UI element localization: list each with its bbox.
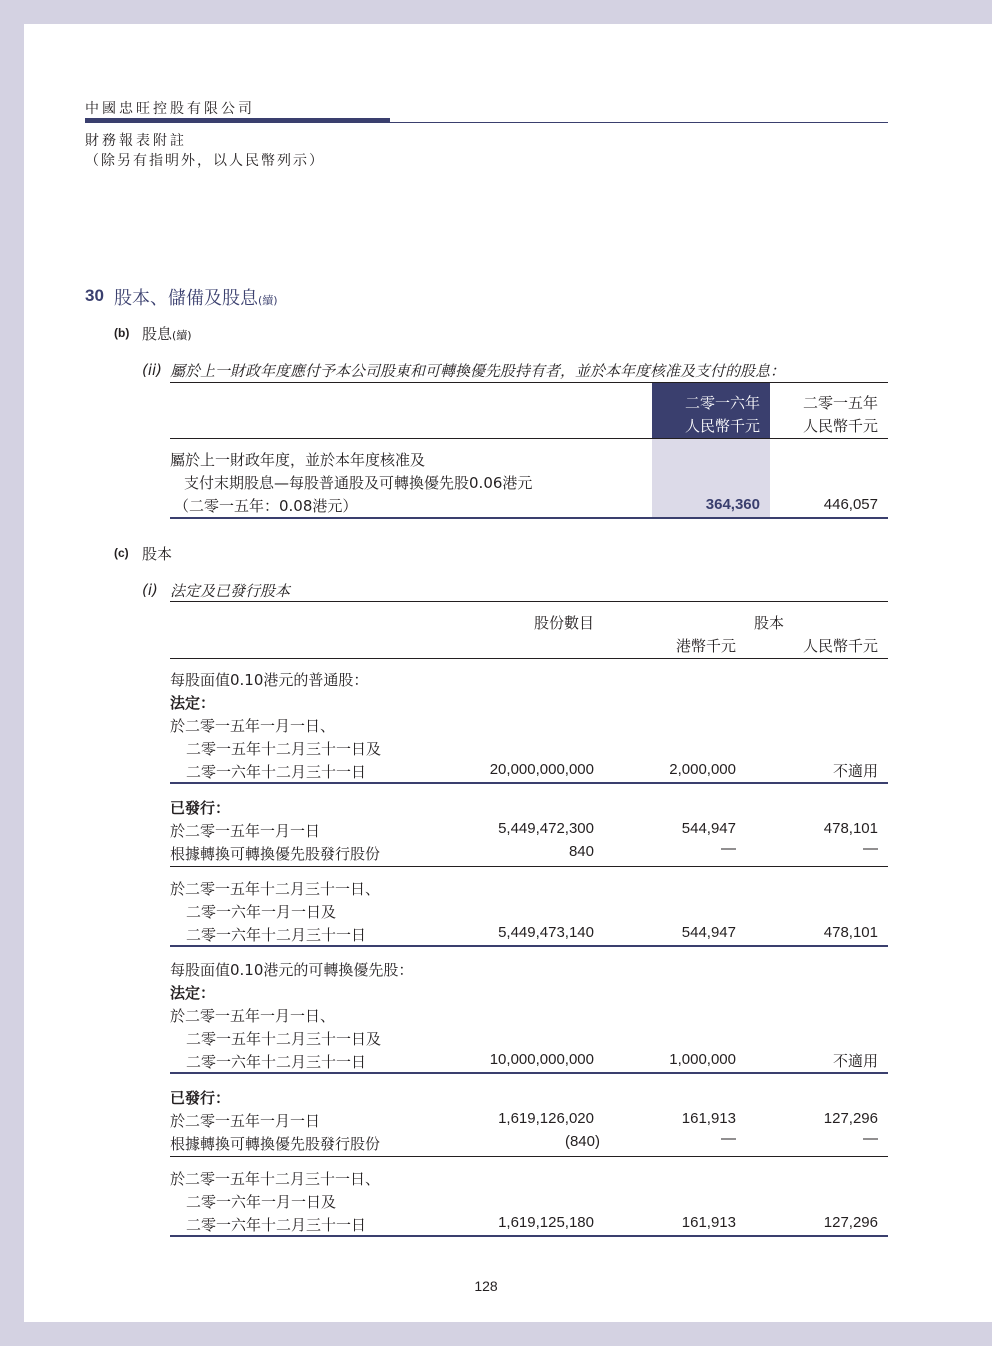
ordinary-jan-rmb: 478,101 <box>823 820 878 837</box>
preference-end-shares: 1,619,125,180 <box>498 1214 594 1231</box>
dividend-row-line1: 屬於上一財政年度，並於本年度核准及 <box>170 451 426 469</box>
preference-conv-rmb: — <box>863 1130 878 1147</box>
dividend-row-line2: 支付末期股息—每股普通股及可轉換優先股0.06港元 <box>184 474 533 492</box>
ordinary-end-line3: 二零一六年十二月三十一日 <box>186 926 367 944</box>
ordinary-auth-shares: 20,000,000,000 <box>489 761 594 778</box>
preference-jan-label: 於二零一五年一月一日 <box>170 1112 321 1130</box>
header-rule-thin <box>390 122 888 123</box>
doc-title: 財務報表附註 <box>85 133 187 149</box>
company-name: 中國忠旺控股有限公司 <box>85 101 255 117</box>
section-cont: (續) <box>258 294 278 307</box>
col-2015-year: 二零一五年 <box>802 394 878 412</box>
ordinary-end-hkd: 544,947 <box>681 924 736 941</box>
item-ii-label: (ii) <box>142 361 163 379</box>
ordinary-issued: 已發行： <box>170 799 231 817</box>
sub-b-heading <box>142 323 192 344</box>
ordinary-auth-line3: 二零一六年十二月三十一日 <box>186 763 367 781</box>
preference-conv-rule <box>170 1156 888 1157</box>
sub-b-title: 股息 <box>142 325 173 343</box>
table-b-header-rule <box>170 438 888 439</box>
ordinary-end-shares: 5,449,473,140 <box>498 924 594 941</box>
ordinary-auth-rmb: 不適用 <box>832 762 878 780</box>
dividend-row-line3: （二零一五年：0.08港元） <box>174 497 358 515</box>
ordinary-authorised: 法定： <box>170 694 216 712</box>
preference-end-line1: 於二零一五年十二月三十一日、 <box>170 1170 381 1188</box>
col-2016-year: 二零一六年 <box>684 394 760 412</box>
preference-auth-shares: 10,000,000,000 <box>489 1051 594 1068</box>
ordinary-conv-hkd: — <box>721 840 736 857</box>
ordinary-jan-shares: 5,449,472,300 <box>498 820 594 837</box>
table-c-top-rule <box>170 601 888 602</box>
preference-auth-rule <box>170 1072 888 1074</box>
header-rmb: 人民幣千元 <box>802 637 878 655</box>
preference-jan-hkd: 161,913 <box>681 1110 736 1127</box>
preference-auth-hkd: 1,000,000 <box>669 1051 736 1068</box>
ordinary-auth-rule <box>170 782 888 784</box>
item-ii-title: 屬於上一財政年度應付予本公司股東和可轉換優先股持有者，並於本年度核准及支付的股息： <box>170 362 786 380</box>
item-i-title: 法定及已發行股本 <box>170 582 291 600</box>
ordinary-conv-rmb: — <box>863 840 878 857</box>
col-2016-unit: 人民幣千元 <box>684 417 760 435</box>
preference-end-line2: 二零一六年一月一日及 <box>186 1193 337 1211</box>
preference-conv-label: 根據轉換可轉換優先股發行股份 <box>170 1135 381 1153</box>
section-heading <box>114 284 278 310</box>
ordinary-end-rule <box>170 945 888 947</box>
table-b-bottom-rule <box>170 517 888 519</box>
ordinary-title: 每股面值0.10港元的普通股： <box>170 671 369 689</box>
preference-authorised: 法定： <box>170 984 216 1002</box>
preference-auth-line2: 二零一五年十二月三十一日及 <box>186 1030 382 1048</box>
page-number: 128 <box>474 1278 498 1294</box>
dividend-2015-value: 446,057 <box>823 496 878 513</box>
item-i-label: (i) <box>142 581 158 599</box>
ordinary-end-rmb: 478,101 <box>823 924 878 941</box>
sub-c-label: (c) <box>114 546 129 560</box>
section-number: 30 <box>85 286 104 305</box>
ordinary-end-line1: 於二零一五年十二月三十一日、 <box>170 880 381 898</box>
col-2015-unit: 人民幣千元 <box>802 417 878 435</box>
ordinary-auth-line1: 於二零一五年一月一日、 <box>170 717 336 735</box>
preference-issued: 已發行： <box>170 1089 231 1107</box>
ordinary-auth-hkd: 2,000,000 <box>669 761 736 778</box>
header-hkd: 港幣千元 <box>675 637 736 655</box>
preference-end-line3: 二零一六年十二月三十一日 <box>186 1216 367 1234</box>
ordinary-end-line2: 二零一六年一月一日及 <box>186 903 337 921</box>
sub-c-title: 股本 <box>142 545 173 563</box>
ordinary-jan-label: 於二零一五年一月一日 <box>170 822 321 840</box>
header-shares: 股份數目 <box>533 614 594 632</box>
table-c-header-rule <box>170 658 888 659</box>
currency-note: （除另有指明外，以人民幣列示） <box>85 153 325 169</box>
page <box>24 24 992 1322</box>
header-capital: 股本 <box>754 614 785 632</box>
dividend-2016-value: 364,360 <box>705 496 760 513</box>
preference-auth-rmb: 不適用 <box>832 1052 878 1070</box>
preference-end-hkd: 161,913 <box>681 1214 736 1231</box>
ordinary-jan-hkd: 544,947 <box>681 820 736 837</box>
header-rule-thick <box>85 118 390 123</box>
ordinary-conv-label: 根據轉換可轉換優先股發行股份 <box>170 845 381 863</box>
preference-jan-shares: 1,619,126,020 <box>498 1110 594 1127</box>
ordinary-conv-shares: 840 <box>568 843 594 860</box>
sub-b-cont: (續) <box>172 329 192 342</box>
section-title: 股本、儲備及股息 <box>114 288 258 309</box>
preference-title: 每股面值0.10港元的可轉換優先股： <box>170 961 414 979</box>
ordinary-auth-line2: 二零一五年十二月三十一日及 <box>186 740 382 758</box>
ordinary-conv-rule <box>170 866 888 867</box>
preference-auth-line1: 於二零一五年一月一日、 <box>170 1007 336 1025</box>
sub-b-label: (b) <box>114 326 130 340</box>
preference-conv-hkd: — <box>721 1130 736 1147</box>
preference-end-rmb: 127,296 <box>823 1214 878 1231</box>
table-b-top-rule <box>170 382 888 383</box>
preference-jan-rmb: 127,296 <box>823 1110 878 1127</box>
preference-end-rule <box>170 1235 888 1237</box>
preference-conv-shares: (840) <box>564 1133 600 1150</box>
preference-auth-line3: 二零一六年十二月三十一日 <box>186 1053 367 1071</box>
